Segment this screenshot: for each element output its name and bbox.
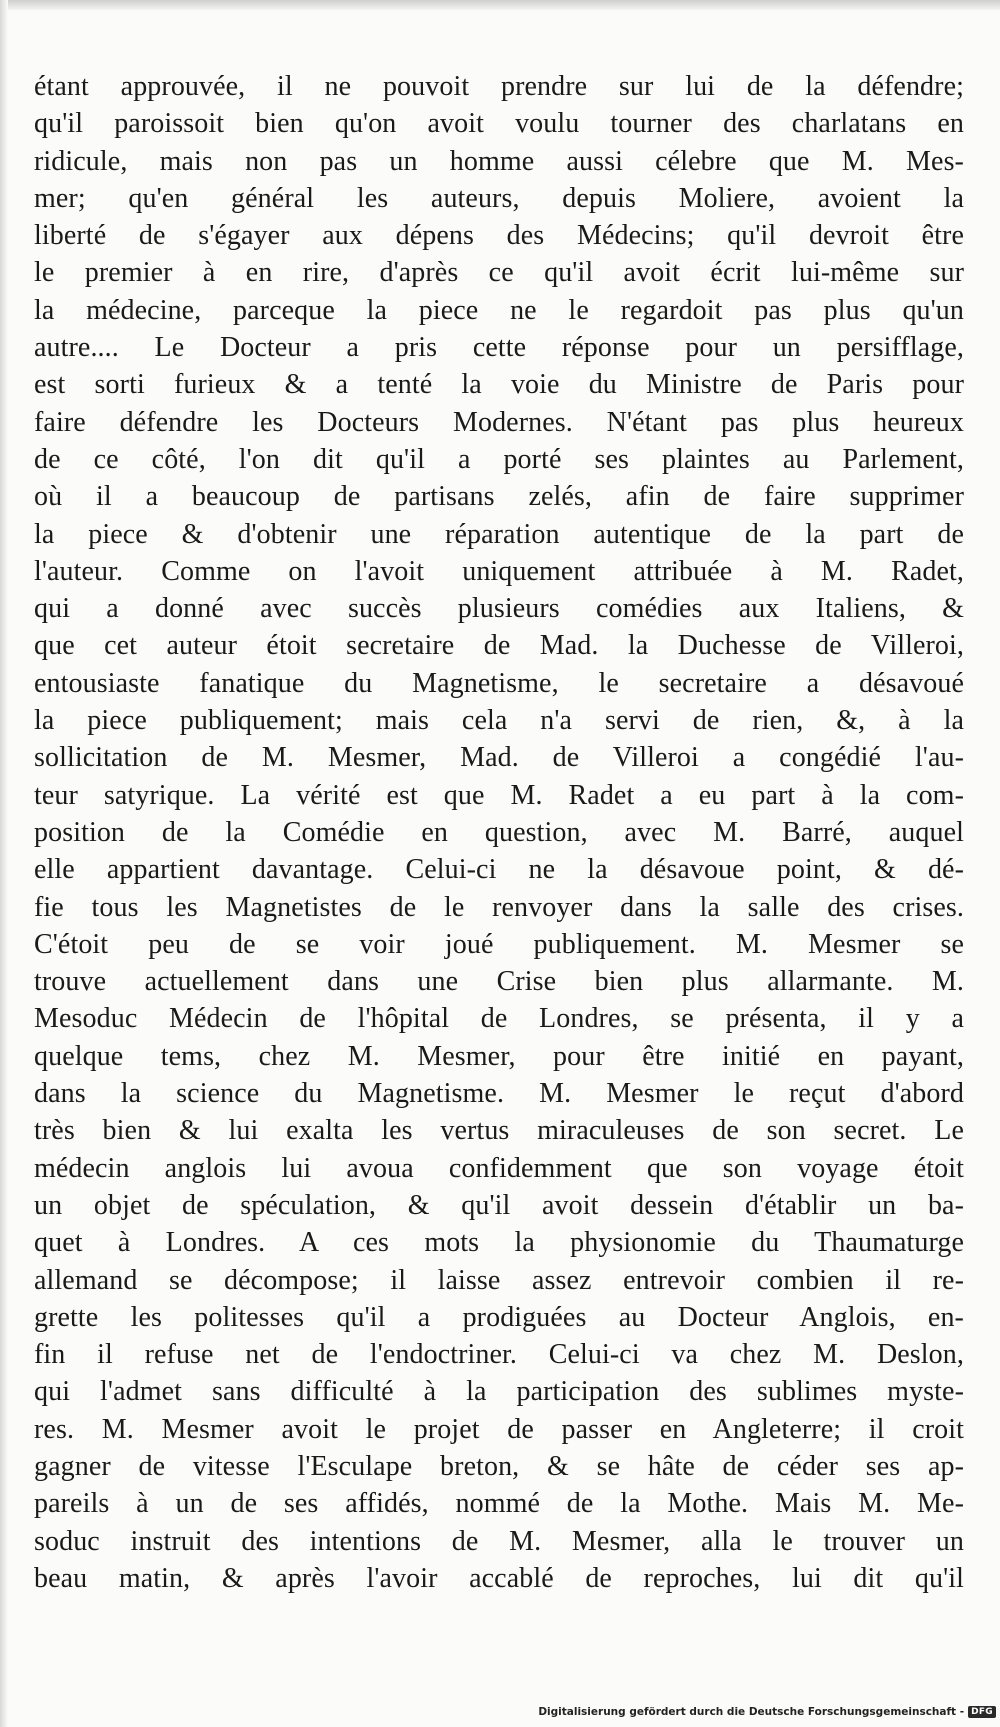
text-line: elle appartient davantage. Celui-ci ne la désavoue point, & dé- (34, 854, 964, 886)
text-line: res. M. Mesmer avoit le projet de passer en Angleterre; il croit (34, 1413, 964, 1445)
text-line: l'auteur. Comme on l'avoit uniquement attribuée à M. Radet, (34, 555, 964, 587)
text-line: est sorti furieux & a tenté la voie du Ministre de Paris pour (34, 369, 964, 401)
text-line: beau matin, & après l'avoir accablé de reproches, lui dit qu'il (34, 1562, 964, 1594)
text-line: le premier à en rire, d'après ce qu'il avoit écrit lui-même sur (34, 257, 964, 289)
text-line: qui l'admet sans difficulté à la participation des sublimes myste- (34, 1376, 964, 1408)
text-line: la piece publiquement; mais cela n'a servi de rien, &, à la (34, 705, 964, 737)
text-line: mer; qu'en général les auteurs, depuis Moliere, avoient la (34, 182, 964, 214)
text-line: que cet auteur étoit secretaire de Mad. la Duchesse de Villeroi, (34, 630, 964, 662)
text-line: Mesoduc Médecin de l'hôpital de Londres, se présenta, il y a (34, 1003, 964, 1035)
text-line: la médecine, parceque la piece ne le regardoit pas plus qu'un (34, 294, 964, 326)
text-line: pareils à un de ses affidés, nommé de la Mothe. Mais M. Me- (34, 1488, 964, 1520)
body-text (34, 68, 964, 1597)
text-line: allemand se décompose; il laisse assez entrevoir combien il re- (34, 1264, 964, 1296)
text-line: entousiaste fanatique du Magnetisme, le secretaire a désavoué (34, 667, 964, 699)
text-line: très bien & lui exalta les vertus miraculeuses de son secret. Le (34, 1115, 964, 1147)
text-line: quelque tems, chez M. Mesmer, pour être initié en payant, (34, 1040, 964, 1072)
text-line: qui a donné avec succès plusieurs comédies aux Italiens, & (34, 593, 964, 625)
text-line: où il a beaucoup de partisans zelés, afin de faire supprimer (34, 481, 964, 513)
text-line: autre.... Le Docteur a pris cette réponse pour un persifflage, (34, 332, 964, 364)
scan-left-edge (0, 0, 8, 1727)
text-line: médecin anglois lui avoua confidemment que son voyage étoit (34, 1152, 964, 1184)
text-line: fin il refuse net de l'endoctriner. Celui-ci va chez M. Deslon, (34, 1339, 964, 1371)
text-line: qu'il paroissoit bien qu'on avoit voulu tourner des charlatans en (34, 108, 964, 140)
text-line: C'étoit peu de se voir joué publiquement. M. Mesmer se (34, 928, 964, 960)
text-line: quet à Londres. A ces mots la physionomie du Thaumaturge (34, 1227, 964, 1259)
dfg-logo: DFG (968, 1706, 996, 1718)
text-line: liberté de s'égayer aux dépens des Médecins; qu'il devroit être (34, 220, 964, 252)
digitization-footer (538, 1703, 996, 1721)
text-line: soduc instruit des intentions de M. Mesmer, alla le trouver un (34, 1525, 964, 1557)
text-line: fie tous les Magnetistes de le renvoyer dans la salle des crises. (34, 891, 964, 923)
text-line: gagner de vitesse l'Esculape breton, & se hâte de céder ses ap- (34, 1450, 964, 1482)
scan-top-edge (0, 0, 1000, 10)
text-line: la piece & d'obtenir une réparation autentique de la part de (34, 518, 964, 550)
footer-credit-text: Digitalisierung gefördert durch die Deutsche Forschungsgemeinschaft - (538, 1706, 965, 1718)
text-line: grette les politesses qu'il a prodiguées au Docteur Anglois, en- (34, 1301, 964, 1333)
text-line: teur satyrique. La vérité est que M. Radet a eu part à la com- (34, 779, 964, 811)
text-line: dans la science du Magnetisme. M. Mesmer le reçut d'abord (34, 1078, 964, 1110)
text-line: de ce côté, l'on dit qu'il a porté ses plaintes au Parlement, (34, 443, 964, 475)
text-line: un objet de spéculation, & qu'il avoit dessein d'établir un ba- (34, 1189, 964, 1221)
text-line: étant approuvée, il ne pouvoit prendre sur lui de la défendre; (34, 71, 964, 102)
text-line: sollicitation de M. Mesmer, Mad. de Villeroi a congédié l'au- (34, 742, 964, 774)
text-line: ridicule, mais non pas un homme aussi célebre que M. Mes- (34, 145, 964, 177)
text-line: trouve actuellement dans une Crise bien plus allarmante. M. (34, 966, 964, 998)
text-line: position de la Comédie en question, avec M. Barré, auquel (34, 816, 964, 848)
text-line: faire défendre les Docteurs Modernes. N'étant pas plus heureux (34, 406, 964, 438)
